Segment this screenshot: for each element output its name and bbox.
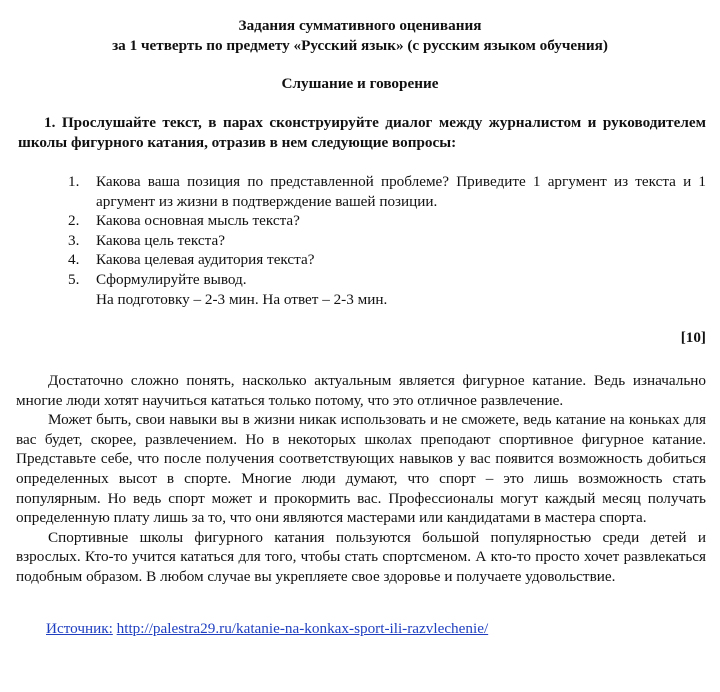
list-item-text: Какова ваша позиция по представленной проблеме? Приведите 1 аргумент из текста и 1 аргумент из жизни в подтверждение вашей позиции. (96, 173, 706, 210)
header-title: Задания суммативного оценивания (238, 17, 482, 34)
section-title: Слушание и говорение (281, 75, 439, 92)
source-line (46, 619, 488, 639)
list-item (68, 250, 706, 270)
text-paragraph: Спортивные школы фигурного катания пользуются большой популярностью среди детей и взрослых. Кто-то учится кататься для того, чтобы стать спортсменом. А кто-то просто хочет развлекаться подобным образом. В любом случае вы укрепляете свое здоровье и получаете удовольствие. (16, 528, 706, 585)
list-item-text: Какова цель текста? (96, 231, 225, 249)
list-item (68, 231, 706, 251)
list-item-text: Сформулируйте вывод. (96, 270, 247, 288)
question-list (68, 172, 706, 309)
list-item-number: 5. (68, 270, 80, 288)
list-item (68, 270, 706, 290)
text-paragraph: Может быть, свои навыки вы в жизни никак использовать и не сможете, ведь катание на коньках для вас будет, скорее, развлечением. Но в некоторых школах преподают спортивное фигурное катание. Представьте себе, что после получения соответствующих навыков у вас появится возможность добиться определенных высот в спорте. Многие люди думают, что спорт – это лишь возможность стать популярным. Но ведь спорт может и прокормить вас. Профессионалы могут каждый месяц получать определенную плату лишь за то, что они являются мастерами или кандидатами в мастера спорта. (16, 411, 706, 527)
reading-text (16, 371, 706, 587)
list-item-text: Какова целевая аудитория текста? (96, 251, 315, 269)
score-badge: [10] (680, 329, 706, 346)
source-label: Источник: (46, 620, 113, 637)
list-item-number: 2. (68, 212, 80, 230)
source-link[interactable]: http://palestra29.ru/katanie-na-konkax-sport-ili-razvlechenie/ (116, 620, 489, 637)
text-paragraph: Достаточно сложно понять, насколько актуальным является фигурное катание. Ведь изначально многие люди хотят научиться кататься только потому, что это отличное развлечение. (16, 372, 706, 409)
list-item (68, 211, 706, 231)
timing-note: На подготовку – 2-3 мин. На ответ – 2-3 мин. (96, 290, 388, 308)
header-subtitle: за 1 четверть по предмету «Русский язык» (с русским языком обучения) (112, 37, 608, 54)
list-item-number: 1. (68, 173, 80, 190)
task-instruction: 1. Прослушайте текст, в парах сконструируйте диалог между журналистом и руководителем школы фигурного катания, отразив в нем следующие вопросы: (18, 114, 706, 151)
list-item (68, 172, 706, 211)
list-item-text: Какова основная мысль текста? (96, 212, 300, 230)
list-item-number: 4. (68, 251, 80, 269)
list-item-number: 3. (68, 231, 80, 249)
